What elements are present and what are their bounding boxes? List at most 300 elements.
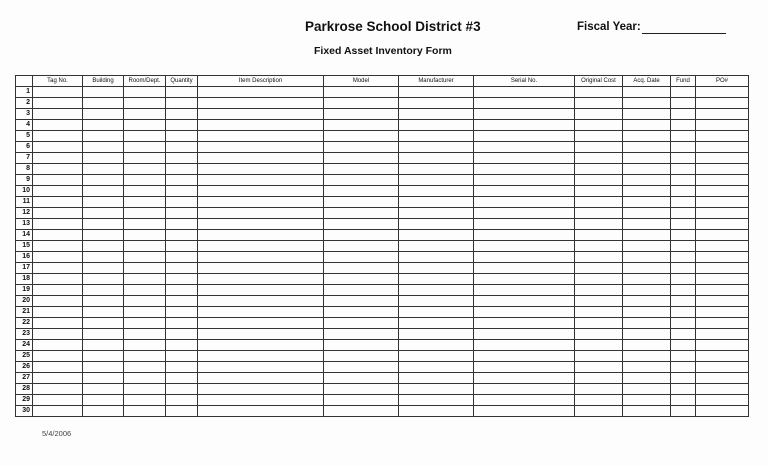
table-cell[interactable] <box>399 175 474 186</box>
table-cell[interactable] <box>198 307 324 318</box>
table-cell[interactable] <box>83 131 124 142</box>
table-cell[interactable] <box>33 373 83 384</box>
table-cell[interactable] <box>83 307 124 318</box>
table-cell[interactable] <box>124 175 166 186</box>
table-cell[interactable] <box>33 164 83 175</box>
table-cell[interactable] <box>198 164 324 175</box>
table-cell[interactable] <box>33 340 83 351</box>
table-cell[interactable] <box>474 329 575 340</box>
table-cell[interactable] <box>124 274 166 285</box>
table-cell[interactable] <box>575 318 623 329</box>
table-cell[interactable] <box>671 329 696 340</box>
table-cell[interactable] <box>124 109 166 120</box>
table-cell[interactable] <box>33 395 83 406</box>
table-cell[interactable] <box>575 263 623 274</box>
table-cell[interactable] <box>474 252 575 263</box>
table-cell[interactable] <box>124 373 166 384</box>
table-cell[interactable] <box>575 197 623 208</box>
table-cell[interactable] <box>671 318 696 329</box>
table-cell[interactable] <box>83 109 124 120</box>
table-cell[interactable] <box>324 208 399 219</box>
table-cell[interactable] <box>399 307 474 318</box>
table-cell[interactable] <box>399 164 474 175</box>
table-cell[interactable] <box>166 241 198 252</box>
table-cell[interactable] <box>83 219 124 230</box>
table-cell[interactable] <box>324 241 399 252</box>
table-cell[interactable] <box>198 208 324 219</box>
table-cell[interactable] <box>696 318 749 329</box>
table-cell[interactable] <box>671 263 696 274</box>
table-cell[interactable] <box>623 406 671 417</box>
table-cell[interactable] <box>623 274 671 285</box>
table-cell[interactable] <box>671 197 696 208</box>
table-cell[interactable] <box>575 131 623 142</box>
table-cell[interactable] <box>696 197 749 208</box>
table-cell[interactable] <box>166 219 198 230</box>
table-cell[interactable] <box>671 241 696 252</box>
table-cell[interactable] <box>474 395 575 406</box>
table-cell[interactable] <box>324 197 399 208</box>
table-cell[interactable] <box>83 384 124 395</box>
table-cell[interactable] <box>399 109 474 120</box>
table-cell[interactable] <box>124 87 166 98</box>
table-cell[interactable] <box>696 395 749 406</box>
table-cell[interactable] <box>623 98 671 109</box>
table-cell[interactable] <box>696 384 749 395</box>
table-cell[interactable] <box>671 362 696 373</box>
table-cell[interactable] <box>166 296 198 307</box>
table-cell[interactable] <box>83 362 124 373</box>
table-cell[interactable] <box>166 285 198 296</box>
table-cell[interactable] <box>474 406 575 417</box>
table-cell[interactable] <box>575 109 623 120</box>
table-cell[interactable] <box>399 131 474 142</box>
table-cell[interactable] <box>33 296 83 307</box>
table-cell[interactable] <box>474 351 575 362</box>
table-cell[interactable] <box>83 340 124 351</box>
table-cell[interactable] <box>696 274 749 285</box>
table-cell[interactable] <box>399 329 474 340</box>
table-cell[interactable] <box>33 252 83 263</box>
table-cell[interactable] <box>166 362 198 373</box>
table-cell[interactable] <box>33 329 83 340</box>
table-cell[interactable] <box>671 274 696 285</box>
table-cell[interactable] <box>324 252 399 263</box>
table-cell[interactable] <box>575 175 623 186</box>
table-cell[interactable] <box>324 219 399 230</box>
table-cell[interactable] <box>33 230 83 241</box>
table-cell[interactable] <box>324 362 399 373</box>
table-cell[interactable] <box>83 142 124 153</box>
table-cell[interactable] <box>198 351 324 362</box>
table-cell[interactable] <box>474 120 575 131</box>
table-cell[interactable] <box>623 208 671 219</box>
table-cell[interactable] <box>33 263 83 274</box>
table-cell[interactable] <box>696 285 749 296</box>
table-cell[interactable] <box>671 230 696 241</box>
table-cell[interactable] <box>575 153 623 164</box>
table-cell[interactable] <box>124 208 166 219</box>
table-cell[interactable] <box>83 120 124 131</box>
table-cell[interactable] <box>33 186 83 197</box>
table-cell[interactable] <box>124 362 166 373</box>
table-cell[interactable] <box>575 296 623 307</box>
table-cell[interactable] <box>33 98 83 109</box>
table-cell[interactable] <box>166 318 198 329</box>
table-cell[interactable] <box>671 406 696 417</box>
table-cell[interactable] <box>671 340 696 351</box>
table-cell[interactable] <box>671 87 696 98</box>
table-cell[interactable] <box>324 153 399 164</box>
table-cell[interactable] <box>166 164 198 175</box>
table-cell[interactable] <box>671 384 696 395</box>
table-cell[interactable] <box>198 252 324 263</box>
table-cell[interactable] <box>166 274 198 285</box>
fiscal-year-field[interactable] <box>642 33 726 34</box>
table-cell[interactable] <box>671 142 696 153</box>
table-cell[interactable] <box>696 208 749 219</box>
table-cell[interactable] <box>575 373 623 384</box>
table-cell[interactable] <box>575 351 623 362</box>
table-cell[interactable] <box>623 395 671 406</box>
table-cell[interactable] <box>324 329 399 340</box>
table-cell[interactable] <box>696 131 749 142</box>
table-cell[interactable] <box>696 153 749 164</box>
table-cell[interactable] <box>324 406 399 417</box>
table-cell[interactable] <box>324 98 399 109</box>
table-cell[interactable] <box>575 98 623 109</box>
table-cell[interactable] <box>575 164 623 175</box>
table-cell[interactable] <box>671 307 696 318</box>
table-cell[interactable] <box>623 362 671 373</box>
table-cell[interactable] <box>124 384 166 395</box>
table-cell[interactable] <box>623 142 671 153</box>
table-cell[interactable] <box>474 208 575 219</box>
table-cell[interactable] <box>399 362 474 373</box>
table-cell[interactable] <box>399 351 474 362</box>
table-cell[interactable] <box>166 175 198 186</box>
table-cell[interactable] <box>166 120 198 131</box>
table-cell[interactable] <box>696 241 749 252</box>
table-cell[interactable] <box>166 142 198 153</box>
table-cell[interactable] <box>324 263 399 274</box>
table-cell[interactable] <box>399 285 474 296</box>
table-cell[interactable] <box>83 395 124 406</box>
table-cell[interactable] <box>83 164 124 175</box>
table-cell[interactable] <box>671 98 696 109</box>
table-cell[interactable] <box>671 285 696 296</box>
table-cell[interactable] <box>83 98 124 109</box>
table-cell[interactable] <box>671 208 696 219</box>
table-cell[interactable] <box>474 164 575 175</box>
table-cell[interactable] <box>124 252 166 263</box>
table-cell[interactable] <box>83 87 124 98</box>
table-cell[interactable] <box>399 318 474 329</box>
table-cell[interactable] <box>33 208 83 219</box>
table-cell[interactable] <box>696 186 749 197</box>
table-cell[interactable] <box>575 285 623 296</box>
table-cell[interactable] <box>198 318 324 329</box>
table-cell[interactable] <box>124 285 166 296</box>
table-cell[interactable] <box>33 142 83 153</box>
table-cell[interactable] <box>198 87 324 98</box>
table-cell[interactable] <box>324 230 399 241</box>
table-cell[interactable] <box>33 153 83 164</box>
table-cell[interactable] <box>696 329 749 340</box>
table-cell[interactable] <box>33 87 83 98</box>
table-cell[interactable] <box>124 307 166 318</box>
table-cell[interactable] <box>83 241 124 252</box>
table-cell[interactable] <box>324 109 399 120</box>
table-cell[interactable] <box>623 186 671 197</box>
table-cell[interactable] <box>696 340 749 351</box>
table-cell[interactable] <box>575 307 623 318</box>
table-cell[interactable] <box>124 340 166 351</box>
table-cell[interactable] <box>623 230 671 241</box>
table-cell[interactable] <box>474 87 575 98</box>
table-cell[interactable] <box>399 153 474 164</box>
table-cell[interactable] <box>83 175 124 186</box>
table-cell[interactable] <box>623 153 671 164</box>
table-cell[interactable] <box>166 395 198 406</box>
table-cell[interactable] <box>623 109 671 120</box>
table-cell[interactable] <box>474 263 575 274</box>
table-cell[interactable] <box>623 219 671 230</box>
table-cell[interactable] <box>575 252 623 263</box>
table-cell[interactable] <box>474 219 575 230</box>
table-cell[interactable] <box>124 241 166 252</box>
table-cell[interactable] <box>399 384 474 395</box>
table-cell[interactable] <box>671 164 696 175</box>
table-cell[interactable] <box>124 406 166 417</box>
table-cell[interactable] <box>623 263 671 274</box>
table-cell[interactable] <box>198 406 324 417</box>
table-cell[interactable] <box>198 263 324 274</box>
table-cell[interactable] <box>575 230 623 241</box>
table-cell[interactable] <box>696 109 749 120</box>
table-cell[interactable] <box>696 230 749 241</box>
table-cell[interactable] <box>696 373 749 384</box>
table-cell[interactable] <box>83 186 124 197</box>
table-cell[interactable] <box>474 384 575 395</box>
table-cell[interactable] <box>33 241 83 252</box>
table-cell[interactable] <box>166 98 198 109</box>
table-cell[interactable] <box>623 373 671 384</box>
table-cell[interactable] <box>474 307 575 318</box>
table-cell[interactable] <box>623 318 671 329</box>
table-cell[interactable] <box>671 395 696 406</box>
table-cell[interactable] <box>575 329 623 340</box>
table-cell[interactable] <box>671 175 696 186</box>
table-cell[interactable] <box>124 142 166 153</box>
table-cell[interactable] <box>399 197 474 208</box>
table-cell[interactable] <box>166 131 198 142</box>
table-cell[interactable] <box>33 362 83 373</box>
table-cell[interactable] <box>575 274 623 285</box>
table-cell[interactable] <box>198 340 324 351</box>
table-cell[interactable] <box>198 274 324 285</box>
table-cell[interactable] <box>124 219 166 230</box>
table-cell[interactable] <box>575 87 623 98</box>
table-cell[interactable] <box>696 120 749 131</box>
table-cell[interactable] <box>399 208 474 219</box>
table-cell[interactable] <box>124 186 166 197</box>
table-cell[interactable] <box>623 87 671 98</box>
table-cell[interactable] <box>83 296 124 307</box>
table-cell[interactable] <box>324 395 399 406</box>
table-cell[interactable] <box>166 186 198 197</box>
table-cell[interactable] <box>575 395 623 406</box>
table-cell[interactable] <box>399 186 474 197</box>
table-cell[interactable] <box>324 120 399 131</box>
table-cell[interactable] <box>324 318 399 329</box>
table-cell[interactable] <box>623 329 671 340</box>
table-cell[interactable] <box>33 175 83 186</box>
table-cell[interactable] <box>33 120 83 131</box>
table-cell[interactable] <box>575 241 623 252</box>
table-cell[interactable] <box>124 197 166 208</box>
table-cell[interactable] <box>166 263 198 274</box>
table-cell[interactable] <box>198 384 324 395</box>
table-cell[interactable] <box>198 175 324 186</box>
table-cell[interactable] <box>575 362 623 373</box>
table-cell[interactable] <box>671 373 696 384</box>
table-cell[interactable] <box>399 263 474 274</box>
table-cell[interactable] <box>166 208 198 219</box>
table-cell[interactable] <box>124 131 166 142</box>
table-cell[interactable] <box>696 307 749 318</box>
table-cell[interactable] <box>474 142 575 153</box>
table-cell[interactable] <box>83 285 124 296</box>
table-cell[interactable] <box>575 340 623 351</box>
table-cell[interactable] <box>474 109 575 120</box>
table-cell[interactable] <box>83 351 124 362</box>
table-cell[interactable] <box>324 175 399 186</box>
table-cell[interactable] <box>623 241 671 252</box>
table-cell[interactable] <box>124 296 166 307</box>
table-cell[interactable] <box>198 131 324 142</box>
table-cell[interactable] <box>324 142 399 153</box>
table-cell[interactable] <box>33 351 83 362</box>
table-cell[interactable] <box>399 340 474 351</box>
table-cell[interactable] <box>124 120 166 131</box>
table-cell[interactable] <box>198 142 324 153</box>
table-cell[interactable] <box>33 109 83 120</box>
table-cell[interactable] <box>166 230 198 241</box>
table-cell[interactable] <box>33 384 83 395</box>
table-cell[interactable] <box>671 153 696 164</box>
table-cell[interactable] <box>324 87 399 98</box>
table-cell[interactable] <box>623 340 671 351</box>
table-cell[interactable] <box>83 274 124 285</box>
table-cell[interactable] <box>198 230 324 241</box>
table-cell[interactable] <box>124 153 166 164</box>
table-cell[interactable] <box>166 109 198 120</box>
table-cell[interactable] <box>399 296 474 307</box>
table-cell[interactable] <box>399 406 474 417</box>
table-cell[interactable] <box>474 186 575 197</box>
table-cell[interactable] <box>198 296 324 307</box>
table-cell[interactable] <box>399 142 474 153</box>
table-cell[interactable] <box>124 351 166 362</box>
table-cell[interactable] <box>696 351 749 362</box>
table-cell[interactable] <box>33 131 83 142</box>
table-cell[interactable] <box>623 285 671 296</box>
table-cell[interactable] <box>198 120 324 131</box>
table-cell[interactable] <box>696 296 749 307</box>
table-cell[interactable] <box>671 296 696 307</box>
table-cell[interactable] <box>124 329 166 340</box>
table-cell[interactable] <box>696 87 749 98</box>
table-cell[interactable] <box>399 395 474 406</box>
table-cell[interactable] <box>671 186 696 197</box>
table-cell[interactable] <box>399 252 474 263</box>
table-cell[interactable] <box>166 373 198 384</box>
table-cell[interactable] <box>696 263 749 274</box>
table-cell[interactable] <box>83 153 124 164</box>
table-cell[interactable] <box>124 98 166 109</box>
table-cell[interactable] <box>324 373 399 384</box>
table-cell[interactable] <box>623 131 671 142</box>
table-cell[interactable] <box>623 351 671 362</box>
table-cell[interactable] <box>198 153 324 164</box>
table-cell[interactable] <box>83 230 124 241</box>
table-cell[interactable] <box>474 175 575 186</box>
table-cell[interactable] <box>166 153 198 164</box>
table-cell[interactable] <box>324 384 399 395</box>
table-cell[interactable] <box>83 406 124 417</box>
table-cell[interactable] <box>198 197 324 208</box>
table-cell[interactable] <box>575 208 623 219</box>
table-cell[interactable] <box>166 406 198 417</box>
table-cell[interactable] <box>124 263 166 274</box>
table-cell[interactable] <box>474 373 575 384</box>
table-cell[interactable] <box>324 285 399 296</box>
table-cell[interactable] <box>166 252 198 263</box>
table-cell[interactable] <box>474 98 575 109</box>
table-cell[interactable] <box>474 318 575 329</box>
table-cell[interactable] <box>198 362 324 373</box>
table-cell[interactable] <box>671 109 696 120</box>
table-cell[interactable] <box>166 87 198 98</box>
table-cell[interactable] <box>575 384 623 395</box>
table-cell[interactable] <box>198 109 324 120</box>
table-cell[interactable] <box>124 395 166 406</box>
table-cell[interactable] <box>671 120 696 131</box>
table-cell[interactable] <box>198 329 324 340</box>
table-cell[interactable] <box>399 120 474 131</box>
table-cell[interactable] <box>324 164 399 175</box>
table-cell[interactable] <box>696 362 749 373</box>
table-cell[interactable] <box>166 197 198 208</box>
table-cell[interactable] <box>474 296 575 307</box>
table-cell[interactable] <box>623 164 671 175</box>
table-cell[interactable] <box>575 120 623 131</box>
table-cell[interactable] <box>399 230 474 241</box>
table-cell[interactable] <box>474 131 575 142</box>
table-cell[interactable] <box>623 384 671 395</box>
table-cell[interactable] <box>198 186 324 197</box>
table-cell[interactable] <box>474 230 575 241</box>
table-cell[interactable] <box>696 164 749 175</box>
table-cell[interactable] <box>324 296 399 307</box>
table-cell[interactable] <box>166 329 198 340</box>
table-cell[interactable] <box>696 142 749 153</box>
table-cell[interactable] <box>198 373 324 384</box>
table-cell[interactable] <box>33 307 83 318</box>
table-cell[interactable] <box>324 274 399 285</box>
table-cell[interactable] <box>575 219 623 230</box>
